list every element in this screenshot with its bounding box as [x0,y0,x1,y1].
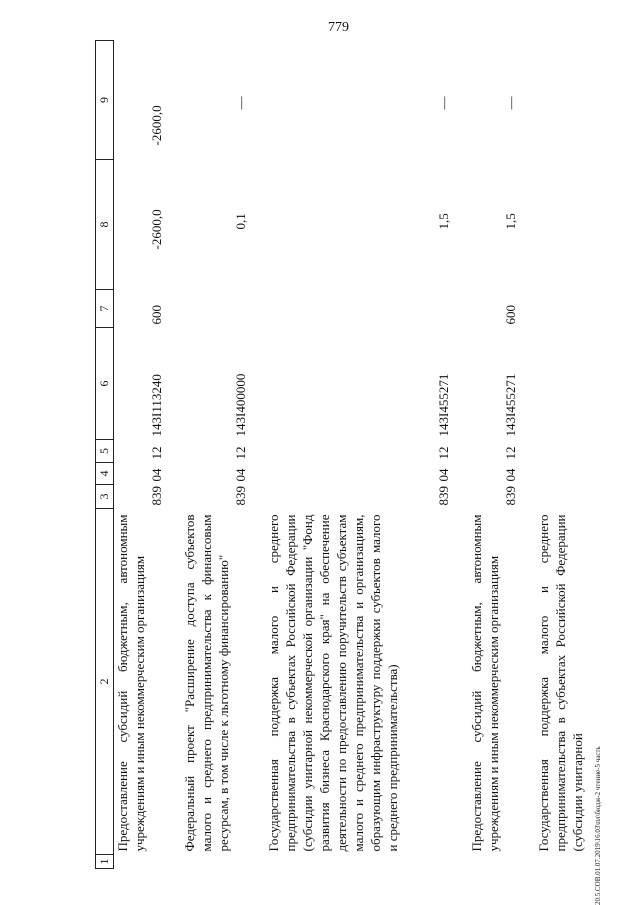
row-c8: 0,1 [233,213,248,230]
header-col-8: 8 [96,160,114,290]
row-c8: 1,5 [503,213,518,230]
header-col-7: 7 [96,290,114,328]
header-col-2: 2 [96,509,114,855]
row-c4 [535,463,586,485]
row-c3: 839 [503,486,518,506]
row-c8 [535,160,586,290]
row-c6: 143I113240 [149,374,164,437]
row-name: Предоставление субсидий бюджетным, автономным учреждениям и иным некоммерческим организациям [115,514,147,852]
row-c9 [535,41,586,160]
row-c3 [535,485,586,509]
table-row [114,41,166,869]
row-c9: -2600,0 [149,105,164,146]
row-c3: 839 [233,486,248,506]
table-row [181,41,249,869]
page-number: 779 [328,20,349,35]
row-c6: 143I455271 [503,373,518,437]
header-col-9: 9 [96,41,114,160]
row-c8: 1,5 [436,213,451,230]
row-c6: 143I455271 [436,373,451,437]
row-name: Федеральный проект "Расширение доступа субъектов малого и среднего предпринимательства к финансовым ресурсам, в том числе к льготному финансированию" [182,514,231,852]
header-col-1: 1 [96,855,114,869]
row-c4: 04 [503,468,518,482]
table-row [535,41,586,869]
row-name: Предоставление субсидий бюджетным, автономным учреждениям и иным некоммерческим организациям [469,514,501,852]
row-c3: 839 [149,486,164,506]
row-c3: 839 [436,486,451,506]
row-c9: — [233,96,248,110]
row-c5: 12 [149,446,164,460]
row-c4: 04 [233,468,248,482]
header-col-4: 4 [96,463,114,485]
header-col-6: 6 [96,328,114,440]
row-c4: 04 [436,468,451,482]
row-c7 [181,290,249,328]
row-c4: 04 [149,468,164,482]
row-c5: 12 [233,446,248,460]
row-name: Государственная поддержка малого и среднего предпринимательства в субъектах Российской Федерации (субсидии унитарной некоммерческой организации "Фонд развития бизнеса Краснодарского края" на обеспечение деятельности по предоставлению поручительств субъектам малого и среднего предпринимательства и организациям, образующим инфраструктуру поддержки субъектов малого и среднего предпринимательства) [266,514,400,852]
row-c9: — [503,96,518,110]
budget-table [95,40,586,869]
document-side-note: 20.5.СОВ.01.07.2019\16.03\пл\бюдж-2 чтение-5 часть [594,746,602,905]
row-c7: 600 [503,305,518,325]
row-c7 [265,290,452,328]
row-c5: 12 [436,446,451,460]
table-row [265,41,452,869]
table-header-row [96,41,114,869]
row-c5 [535,440,586,463]
row-c9: — [436,96,451,110]
row-c6 [535,328,586,440]
row-c7: 600 [149,305,164,325]
row-c7 [535,290,586,328]
row-name: Государственная поддержка малого и среднего предпринимательства в субъектах Российской Федерации (субсидии унитарной [536,514,585,852]
row-c5: 12 [503,446,518,460]
row-c8: -2600,0 [149,209,164,250]
header-col-5: 5 [96,440,114,463]
header-col-3: 3 [96,485,114,509]
budget-table-rotated [95,41,630,869]
table-row [468,41,519,869]
row-c6: 143I400000 [233,373,248,437]
